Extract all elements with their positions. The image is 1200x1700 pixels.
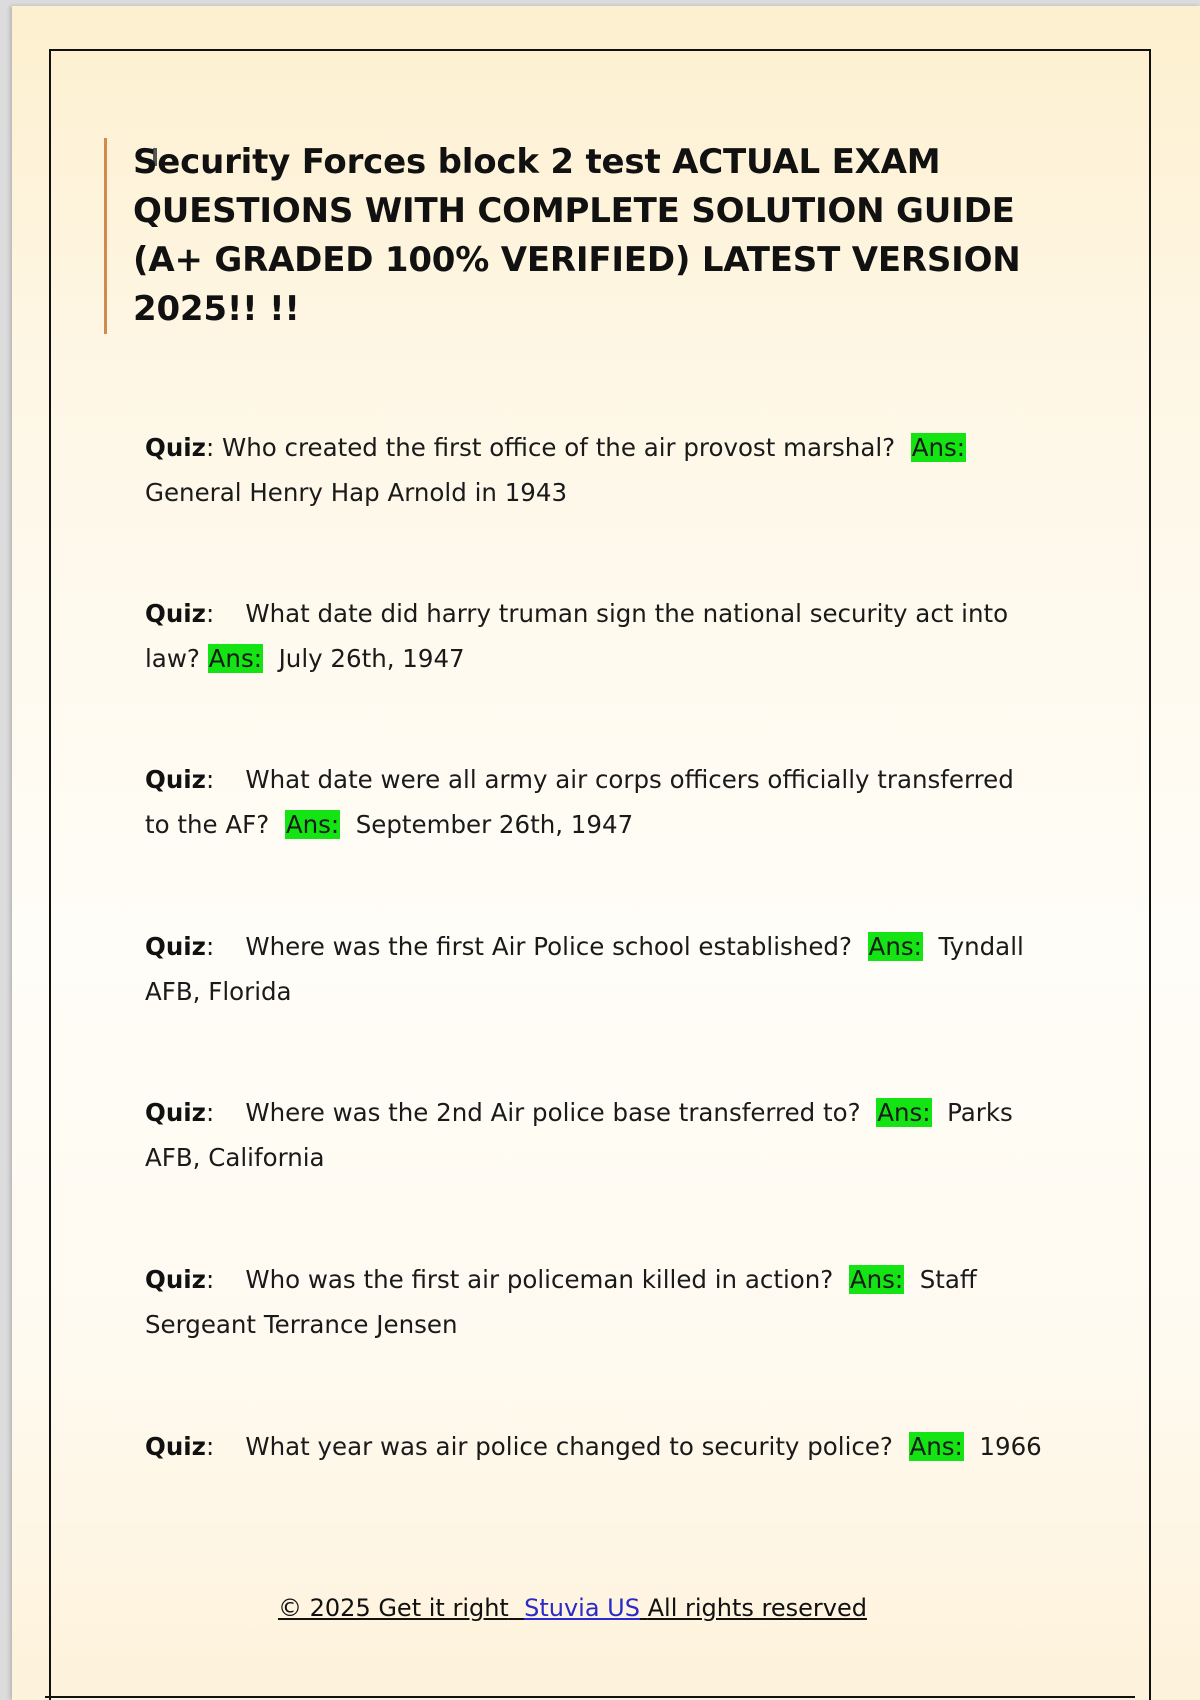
quiz-answer: Parks AFB, California xyxy=(145,1098,1013,1172)
quiz-item: Quiz: Who was the first air policeman killed in action? Ans: Staff Sergeant Terrance Jensen xyxy=(145,1265,977,1339)
quiz-question: What date were all army air corps officers officially transferred to the AF? xyxy=(145,765,1014,839)
answer-label: Ans: xyxy=(208,644,262,673)
answer-label: Ans: xyxy=(909,1432,963,1461)
quiz-question: Where was the 2nd Air police base transferred to? xyxy=(245,1098,861,1127)
quiz-answer: General Henry Hap Arnold in 1943 xyxy=(145,478,568,507)
quiz-label: Quiz xyxy=(145,932,206,961)
answer-label: Ans: xyxy=(911,433,966,462)
quiz-label: Quiz xyxy=(145,433,206,462)
quiz-answer: July 26th, 1947 xyxy=(278,644,465,673)
title-block xyxy=(104,138,1064,334)
quiz-item: Quiz: Who created the first office of the air provost marshal? Ans: General Henry Hap Arnold in 1943 xyxy=(145,433,966,507)
quiz-item: Quiz: What date did harry truman sign the national security act into law? Ans: July 26th, 1947 xyxy=(145,599,1009,673)
quiz-item: Quiz: Where was the first Air Police school established? Ans: Tyndall AFB, Florida xyxy=(145,932,1024,1006)
quiz-answer: September 26th, 1947 xyxy=(355,810,634,839)
quiz-label: Quiz xyxy=(145,765,206,794)
quiz-question: Who was the first air policeman killed in action? xyxy=(245,1265,834,1294)
quiz-label: Quiz xyxy=(145,1265,206,1294)
footer-prefix: © 2025 Get it right xyxy=(278,1594,509,1622)
quiz-question: Where was the first Air Police school established? xyxy=(245,932,852,961)
quiz-label: Quiz xyxy=(145,599,206,628)
quiz-label: Quiz xyxy=(145,1098,206,1127)
quiz-item: Quiz: What date were all army air corps officers officially transferred to the AF? Ans: September 26th, 1947 xyxy=(145,765,1014,839)
quiz-item: Quiz: Where was the 2nd Air police base transferred to? Ans: Parks AFB, California xyxy=(145,1098,1013,1172)
quiz-answer: Tyndall AFB, Florida xyxy=(145,932,1024,1006)
answer-label: Ans: xyxy=(849,1265,904,1294)
footer-suffix: All rights reserved xyxy=(647,1594,867,1622)
quiz-question: What date did harry truman sign the national security act into law? xyxy=(145,599,1009,673)
stuvia-link[interactable]: Stuvia US xyxy=(524,1594,640,1622)
answer-label: Ans: xyxy=(868,932,922,961)
page-bottom-rule xyxy=(45,1696,1135,1698)
answer-label: Ans: xyxy=(285,810,340,839)
quiz-item: Quiz: What year was air police changed to security police? Ans: 1966 xyxy=(145,1432,1042,1461)
quiz-label: Quiz xyxy=(145,1432,206,1461)
answer-label: Ans: xyxy=(877,1098,931,1127)
quiz-answer: Staff Sergeant Terrance Jensen xyxy=(145,1265,977,1339)
quiz-question: Who created the first office of the air provost marshal? xyxy=(221,433,896,462)
quiz-answer: 1966 xyxy=(979,1432,1042,1461)
document-title: Security Forces block 2 test ACTUAL EXAM QUESTIONS WITH COMPLETE SOLUTION GUIDE (A+ GRADED 100% VERIFIED) LATEST VERSION 2025!! !! xyxy=(133,142,1021,329)
quiz-question: What year was air police changed to security police? xyxy=(245,1432,893,1461)
copyright-footer xyxy=(278,1592,867,1624)
